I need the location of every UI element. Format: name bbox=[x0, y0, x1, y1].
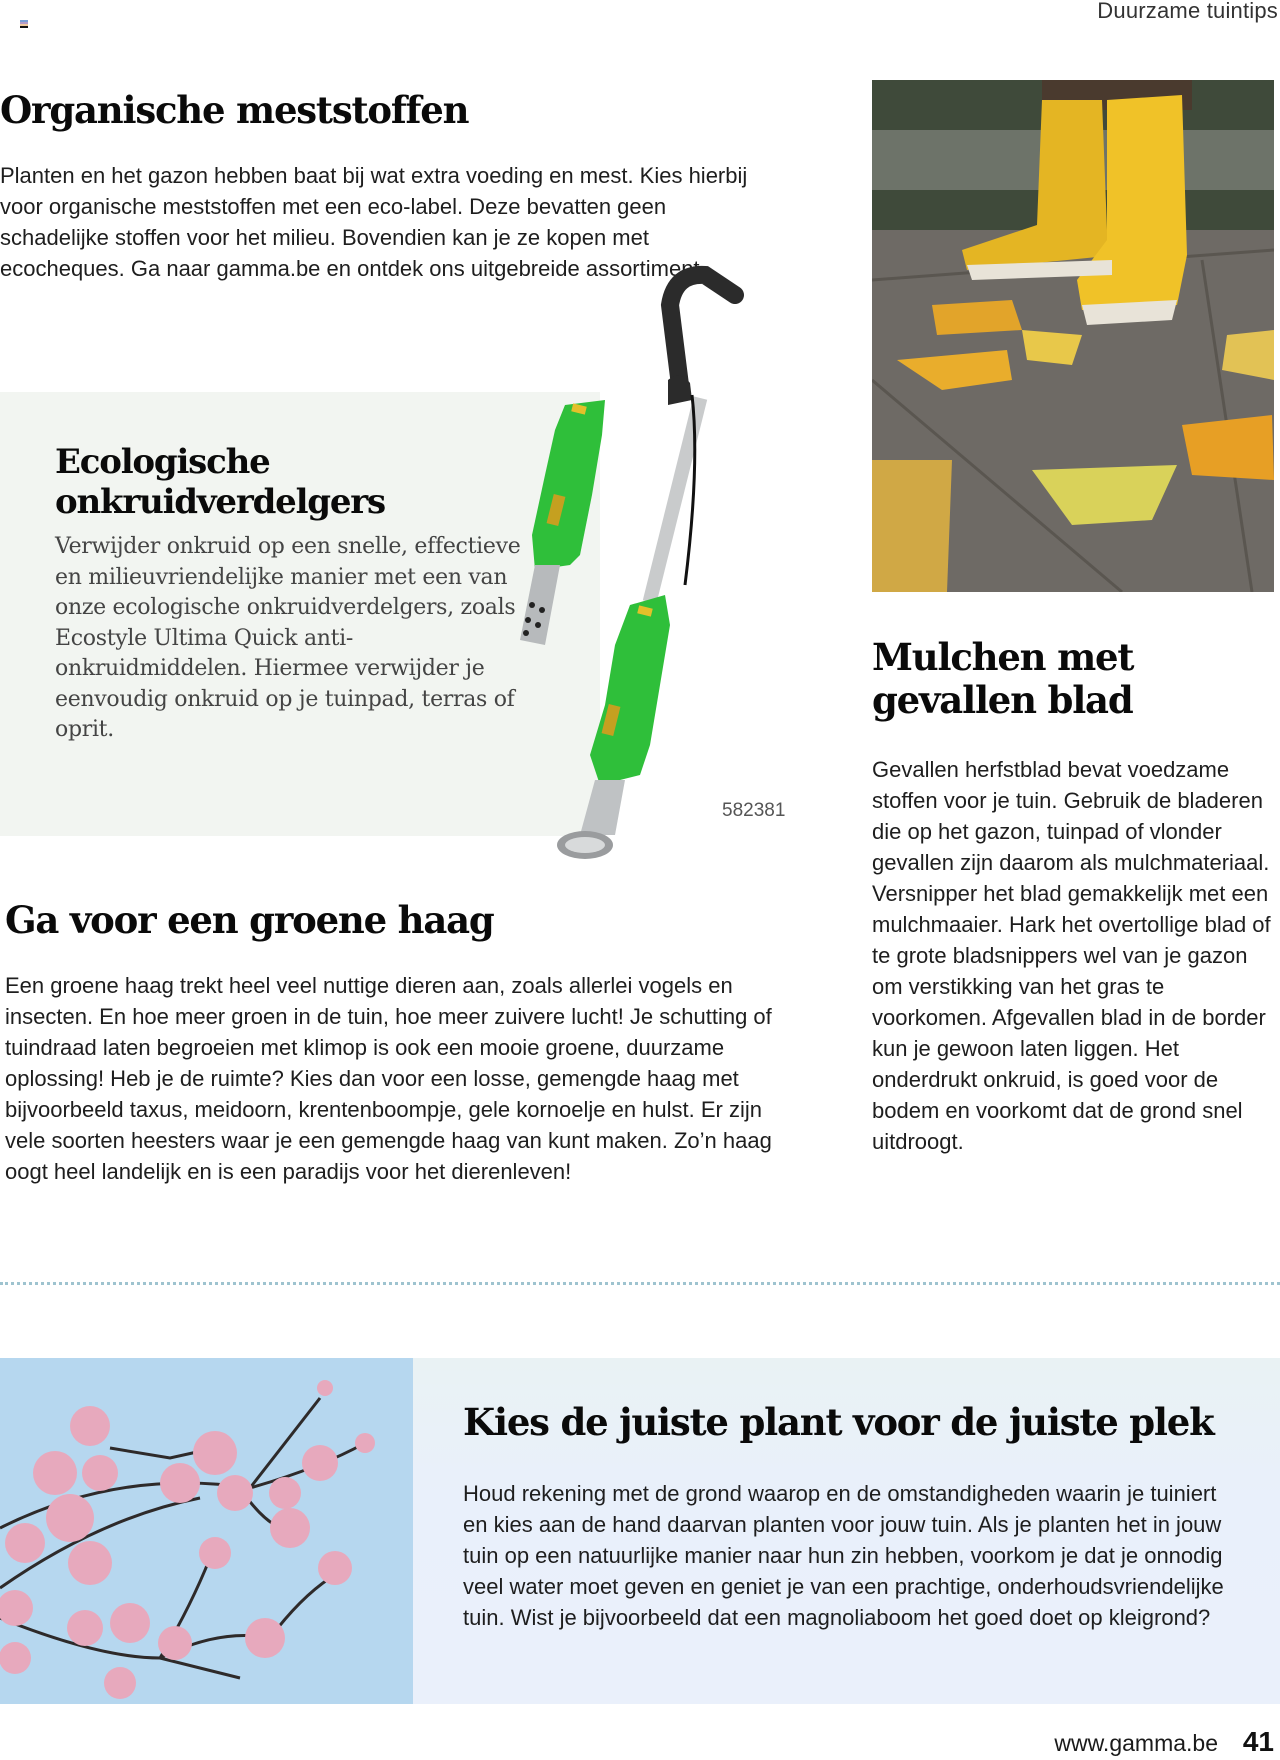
section-body: Een groene haag trekt heel veel nuttige dieren aan, zoals allerlei vogels en insecten. En hoe meer groen in de tuin, hoe meer zuivere lucht! Je schutting of tuindraad laten begroeien met klimop is ook een mooie groene, duurzame oplossing! Heb je de ruimte? Kies dan voor een losse, gemengde haag met bijvoorbeeld taxus, meidoorn, krentenboompje, gele kornoelje en hulst. Er zijn vele soorten heesters waar je een gemengde haag van kunt maken. Zo’n haag oogt heel landelijk en is een paradijs voor het dierenleven! bbox=[5, 973, 772, 1184]
section-body: Houd rekening met de grond waarop en de omstandigheden waarin je tuiniert en kies aan de hand daarvan planten voor jouw tuin. Als je planten het in jouw tuin op een natuurlijke manier naar hun zin hebben, voorkom je dat je onnodig veel water moet geven en geniet je van een prachtige, onderhoudsvriendelijke tuin. Wist je bijvoorbeeld dat een magnoliaboom het goed doet op kleigrond? bbox=[463, 1481, 1224, 1630]
section-body: Planten en het gazon hebben baat bij wat extra voeding en mest. Kies hierbij voor organische meststoffen met een eco-label. Deze bevatten geen schadelijke stoffen voor het milieu. Bovendien kan je ze kopen met ecocheques. Ga naar gamma.be en ontdek ons uitgebreide assortiment. bbox=[0, 163, 748, 281]
section-right-plant bbox=[0, 1358, 1280, 1704]
section-body: Gevallen herfstblad bevat voedzame stoffen voor je tuin. Gebruik de bladeren die op het gazon, tuinpad of vlonder gevallen zijn daarom als mulchmateriaal. Versnipper het blad gemakkelijk met een mulchmaaier. Hark het overtollige blad of te grote bladsnippers wel van je gazon om verstikking van het gras te voorkomen. Afgevallen blad in de border kun je gewoon laten liggen. Het onderdrukt onkruid, is goed voor de bodem en voorkomt dat de grond snel uitdroogt. bbox=[872, 757, 1271, 1154]
section-body: Verwijder onkruid op een snelle, effectieve en milieuvriendelijke manier met een van onze ecologische onkruidverdelgers, zoals Ecostyle Ultima Quick anti-onkruidmiddelen. Hiermee verwijder je eenvoudig onkruid op je tuinpad, terras of oprit. bbox=[55, 534, 521, 742]
section-title: Ecologische onkruidverdelgers bbox=[55, 442, 385, 522]
website-link[interactable]: www.gamma.be bbox=[1054, 1730, 1218, 1756]
product-code: 582381 bbox=[722, 800, 786, 821]
section-title: Organische meststoffen bbox=[0, 88, 469, 132]
magnolia-photo bbox=[0, 1358, 413, 1704]
weed-burner-product-image bbox=[520, 265, 850, 925]
section-tag: Duurzame tuintips bbox=[1097, 0, 1278, 23]
section-title: Ga voor een groene haag bbox=[5, 898, 494, 942]
page-number: 41 bbox=[1242, 1726, 1274, 1757]
rain-boots-photo bbox=[872, 80, 1274, 592]
gamma-logo-icon bbox=[20, 20, 28, 28]
section-organic-fertilizers bbox=[0, 86, 780, 284]
section-title: Mulchen met gevallen blad bbox=[872, 635, 1134, 722]
section-green-hedge bbox=[5, 896, 805, 1187]
section-mulching bbox=[872, 636, 1280, 1157]
dotted-divider bbox=[0, 1282, 1280, 1285]
section-ecological-weedkillers bbox=[0, 392, 600, 836]
section-title: Kies de juiste plant voor de juiste plek bbox=[463, 1400, 1214, 1444]
